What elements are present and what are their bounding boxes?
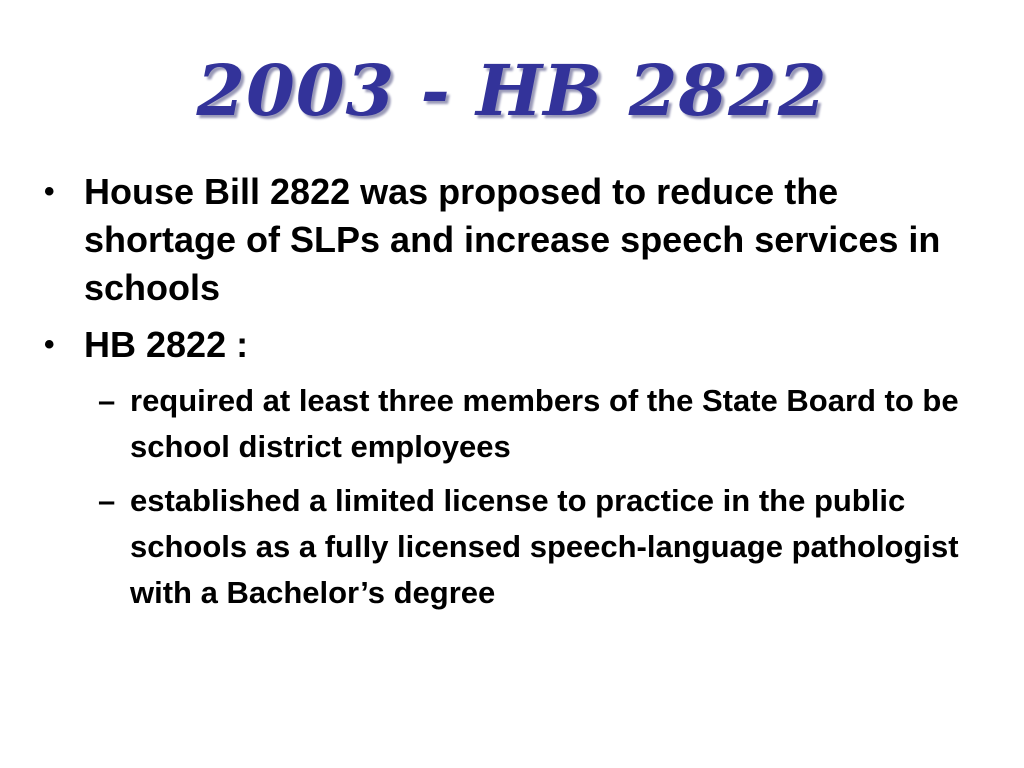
bullet-marker: • [44, 328, 55, 361]
slide-title: 2003 - HB 2822 [196, 49, 828, 132]
bullet-item [44, 168, 974, 312]
bullet-item [44, 321, 974, 369]
bullet-marker: • [44, 175, 55, 208]
bullet-text: HB 2822 : [84, 324, 249, 365]
sub-bullet-text: established a limited license to practice in the public schools as a fully licensed speech-language pathologist with a Bachelor’s degree [130, 483, 959, 610]
sub-bullet-marker: – [98, 483, 116, 518]
sub-bullet-item [98, 378, 974, 470]
bullet-list [44, 168, 974, 624]
bullet-text: House Bill 2822 was proposed to reduce the shortage of SLPs and increase speech services in schools [84, 171, 941, 308]
sub-bullet-text: required at least three members of the State Board to be school district employees [130, 383, 959, 464]
sub-bullet-item [98, 478, 974, 616]
sub-bullet-marker: – [98, 383, 116, 418]
